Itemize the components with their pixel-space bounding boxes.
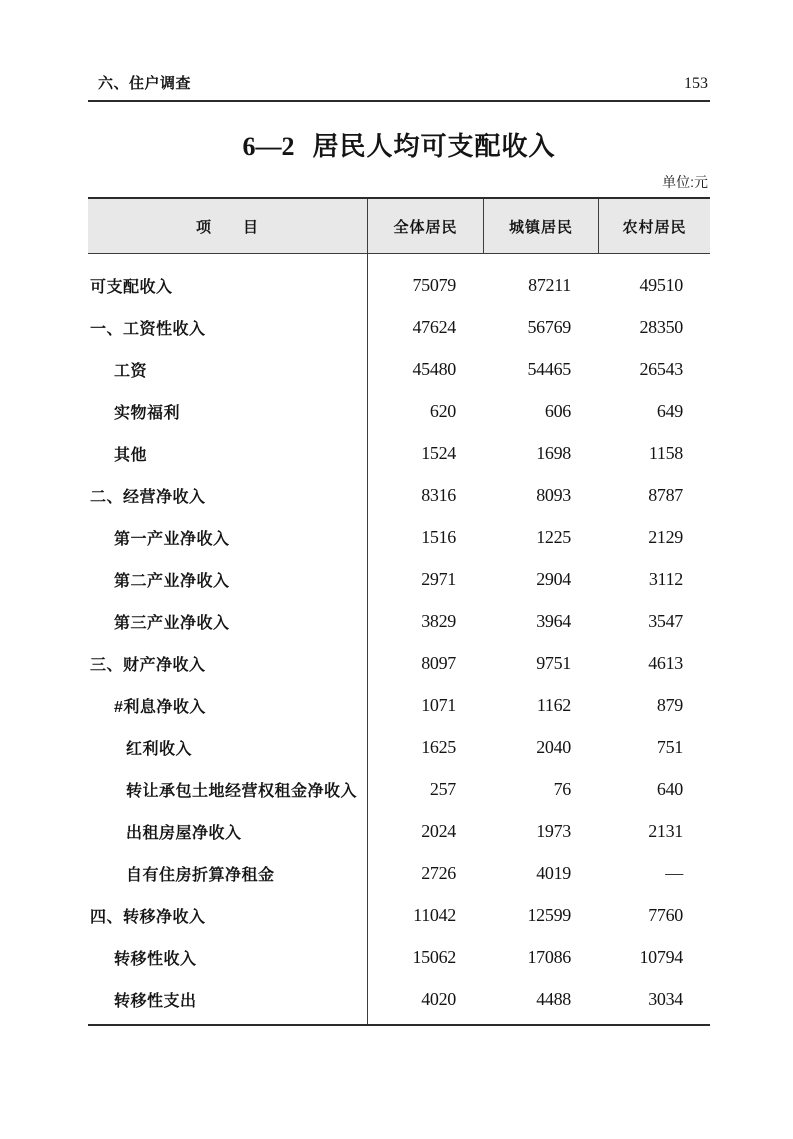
- row-value: 2024: [421, 820, 456, 841]
- row-value: 56769: [527, 316, 571, 337]
- row-label: 实物福利: [114, 404, 181, 422]
- row-value: 1158: [648, 442, 683, 463]
- page-number: 153: [684, 75, 708, 92]
- row-value: 3112: [648, 568, 683, 589]
- row-value: 8093: [536, 484, 571, 505]
- table-row: [88, 894, 710, 936]
- column-header-all-residents: 全体居民: [367, 199, 483, 253]
- row-value: 75079: [412, 274, 456, 295]
- row-value: 1524: [421, 442, 456, 463]
- row-value: 2131: [648, 820, 683, 841]
- page-content: [88, 0, 710, 1026]
- row-label: 出租房屋净收入: [126, 824, 242, 842]
- row-value: 10794: [639, 946, 683, 967]
- row-label: 转让承包土地经营权租金净收入: [126, 782, 358, 800]
- row-value: 879: [656, 694, 683, 715]
- row-value: 4613: [648, 652, 683, 673]
- row-value: 49510: [639, 274, 683, 295]
- row-label: 转移性支出: [114, 992, 197, 1010]
- row-label: 可支配收入: [90, 278, 173, 296]
- table-row: [88, 600, 710, 642]
- row-label: 第二产业净收入: [114, 572, 230, 590]
- row-value: 1225: [536, 526, 571, 547]
- table-row: [88, 684, 710, 726]
- row-value: 1071: [421, 694, 456, 715]
- row-label: 第三产业净收入: [114, 614, 230, 632]
- row-value: 3829: [421, 610, 456, 631]
- row-value: 4488: [536, 988, 571, 1009]
- row-value: 45480: [412, 358, 456, 379]
- row-value: 1516: [421, 526, 456, 547]
- row-value: 1973: [536, 820, 571, 841]
- table-row: [88, 810, 710, 852]
- table-row: [88, 642, 710, 684]
- table-row: [88, 264, 710, 306]
- row-value: 2129: [648, 526, 683, 547]
- row-value: 12599: [527, 904, 571, 925]
- row-value: 2726: [421, 862, 456, 883]
- row-value: 1698: [536, 442, 571, 463]
- row-value: 76: [553, 778, 571, 799]
- chapter-label: 六、住户调查: [98, 75, 192, 92]
- row-value: 751: [656, 736, 683, 757]
- table-row: [88, 516, 710, 558]
- row-value: 11042: [413, 904, 456, 925]
- table-row: [88, 978, 710, 1020]
- unit-note: 单位:元: [662, 174, 708, 190]
- row-value: 2040: [536, 736, 571, 757]
- table-row: [88, 852, 710, 894]
- row-value: 9751: [536, 652, 571, 673]
- row-label: 三、财产净收入: [90, 656, 206, 674]
- table-row: [88, 432, 710, 474]
- column-header-urban-residents: 城镇居民: [483, 199, 598, 253]
- running-head: [88, 72, 710, 102]
- row-value: 4019: [536, 862, 571, 883]
- row-value: 87211: [528, 274, 571, 295]
- table-row: [88, 474, 710, 516]
- row-value: 257: [429, 778, 456, 799]
- row-value: 26543: [639, 358, 683, 379]
- table-header-row: [88, 199, 710, 254]
- row-value: 620: [429, 400, 456, 421]
- row-value: 54465: [527, 358, 571, 379]
- row-value: 3034: [648, 988, 683, 1009]
- row-value: 17086: [527, 946, 571, 967]
- row-label: 二、经营净收入: [90, 488, 206, 506]
- row-label: 红利收入: [126, 740, 193, 758]
- row-label: 四、转移净收入: [90, 908, 206, 926]
- row-value: 3547: [648, 610, 683, 631]
- row-value: 15062: [412, 946, 456, 967]
- row-value: 3964: [536, 610, 571, 631]
- row-value: 2971: [421, 568, 456, 589]
- column-header-rural-residents: 农村居民: [598, 199, 710, 253]
- table-row: [88, 558, 710, 600]
- row-value: 8097: [421, 652, 456, 673]
- table-row: [88, 768, 710, 810]
- row-label: 自有住房折算净租金: [126, 866, 275, 884]
- row-value: 8316: [421, 484, 456, 505]
- row-label: 其他: [114, 446, 148, 464]
- row-value: 47624: [412, 316, 456, 337]
- row-value: —: [665, 862, 683, 883]
- row-value: 7760: [648, 904, 683, 925]
- row-value: 2904: [536, 568, 571, 589]
- income-table: [88, 197, 710, 1026]
- row-value: 8787: [648, 484, 683, 505]
- column-divider-line: [367, 254, 368, 1024]
- row-value: 606: [544, 400, 571, 421]
- table-body: [88, 254, 710, 1024]
- table-row: [88, 306, 710, 348]
- table-row: [88, 936, 710, 978]
- row-value: 28350: [639, 316, 683, 337]
- table-title: [88, 126, 710, 163]
- row-value: 640: [656, 778, 683, 799]
- row-label: #利息净收入: [114, 698, 206, 716]
- table-title-text: 居民人均可支配收入: [312, 132, 556, 161]
- row-label: 第一产业净收入: [114, 530, 230, 548]
- table-row: [88, 390, 710, 432]
- row-label: 工资: [114, 362, 148, 380]
- row-label: 一、工资性收入: [90, 320, 206, 338]
- row-value: 649: [656, 400, 683, 421]
- row-value: 1162: [536, 694, 571, 715]
- column-header-item: 项 目: [195, 218, 259, 236]
- row-value: 4020: [421, 988, 456, 1009]
- row-label: 转移性收入: [114, 950, 197, 968]
- table-row: [88, 348, 710, 390]
- row-value: 1625: [421, 736, 456, 757]
- table-row: [88, 726, 710, 768]
- table-number: 6—2: [242, 132, 295, 161]
